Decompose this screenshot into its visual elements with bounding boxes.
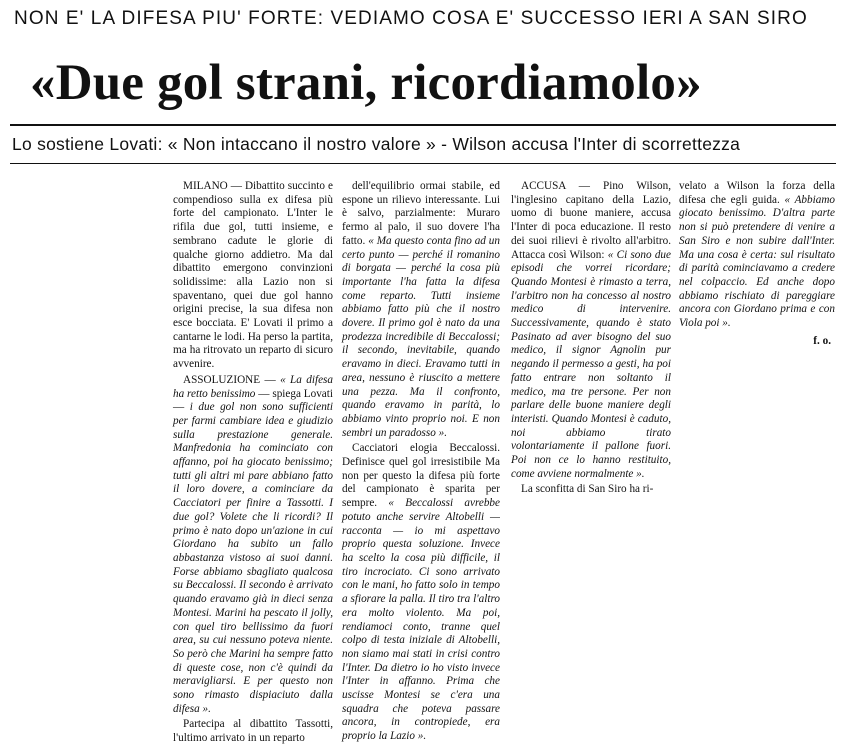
article-column-1 [173,180,333,746]
subheadline: Lo sostiene Lovati: « Non intaccano il nostro valore » - Wilson accusa l'Inter di scorrettezza [12,134,741,154]
text: Cacciatori elogia Beccalossi. Definisce quel gol irresistibile Ma non per questo la difesa più forte del campionato è sparita per sempre. [342,442,500,510]
paragraph [342,442,500,743]
main-headline: «Due gol strani, ricordiamolo» [30,55,702,111]
article-column-4 [679,180,835,348]
paragraph: La sconfitta di San Siro ha ri- [521,483,654,496]
paragraph: Partecipa al dibattito Tassotti, l'ultimo arrivato in un reparto [173,718,333,745]
quote: « Abbiamo giocato benissimo. D'altra parte non si può pretendere di venire a San Siro e non subire dall'Inter. Ma una cosa è certa: sul risultato di parità cominciavamo a credere nel colpaccio. Ed anche dopo abbiamo rischiato di pareggiare ancora con Giordano prima e con Viola poi ». [679,193,835,330]
paragraph [679,180,835,331]
article-column-2 [342,180,500,744]
top-rule [10,124,836,126]
paragraph [173,374,333,717]
article-column-3 [511,180,671,497]
paragraph: MILANO — Dibattito succinto e compendioso sulla ex difesa più forte del campionato. L'Inter le rifila due gol, tutti insieme, e sembrano cadute le glorie di qualche giorno addietro. Ma dal dibattito emergono convinzioni solidissime: alla Lazio non si spaventano, quei due gol hanno origini precise, la sua difesa non esce bocciata. E' Lovati il primo a cantarne le lodi. Ha perso la partita, ma ha ritrovato un reparto di sicuro avvenire. [173,180,333,371]
quote: « La difesa ha retto benissimo [173,373,333,400]
text: dell'equilibrio ormai stabile, ed espone un rilievo interessante. Lui è salvo, parzialmente: Muraro fermo al palo, il suo dovere l'ha fatto. [342,180,500,247]
paragraph [342,180,500,440]
quote: i due gol non sono sufficienti per farmi cambiare idea e giudizio sulla prestazione generale. Manfredonia ha cominciato con affanno, poi ha giocato benissimo; tutti gli altri mi pare abbiano fatto il loro dovere, a cominciare da Cacciatori per finire a Tassotti. I due gol? Volete che li ricordi? Il primo è nato dopo un'azione in cui Giordano ha subito un fallo abbastanza vistoso ai suoi danni. Forse abbiamo sbagliato qualcosa su Beccalossi. Il secondo è arrivato quando eravamo già in dieci senza Montesi. Marini ha pescato il jolly, con quel tiro bellissimo da fuori area, su cui nessuno poteva niente. So però che Marini ha sempre fatto di queste cose, non c'è quindi da meravigliarsi. E per questo non sono rimasto dispiaciuto dalla difesa ». [173,401,333,715]
attribution: — spiega Lovati — [173,387,333,414]
quote: « Beccalossi avrebbe potuto anche servire Altobelli — racconta — io mi aspettavo proprio questa soluzione. Invece ha scelto la cosa più difficile, il tiro incrociato. Ci sono arrivato con le mani, ho fatto solo in tempo a sfiorare la palla. Il tiro tra l'altro era molto violento. Ma poi, rendiamoci conto, tranne quel colpo di testa iniziale di Altobelli, non siamo mai stati in crisi contro l'Inter. Da dietro io ho visto invece l'Inter in affanno. Prima che uscisse Montesi se c'era una squadra che poteva passare ancora, in contropiede, era proprio la Lazio ». [342,497,500,743]
kicker-headline: NON E' LA DIFESA PIU' FORTE: VEDIAMO COSA E' SUCCESSO IERI A SAN SIRO [14,8,808,29]
text: ACCUSA — Pino Wilson, l'inglesino capitano della Lazio, uomo di buone maniere, accusa l'Inter di poca educazione. Il resto dei suoi rilievi è rivolto all'arbitro. Attacca così Wilson: [511,180,671,261]
quote: « Ma questo conta fino ad un certo punto — perché il romanino di borgata — perché la cosa più importante l'ha fatta la difesa come reparto. Tutti insieme abbiamo fatto più che il nostro dovere. Il primo gol è nato da una prodezza incredibile di Beccalossi; il secondo, inevitabile, quando eravamo in dieci. Eravamo tutti in area, nessuno è riuscito a mettere una pezza. Ma il confronto, quando eravamo in parità, lo abbiamo vinto proprio noi. E non sembri un paradosso ». [342,234,500,439]
paragraph [511,180,671,481]
author-signature: f. o. [813,334,831,347]
section-lead: ASSOLUZIONE — [183,373,281,386]
quote: « Ci sono due episodi che vorrei ricordare; Quando Montesi è rimasto a terra, l'arbitro non ha concesso al nostro medico di intervenire. Successivamente, quando è stato Pasinato ad aver bisogno del suo medico, il signor Agnolin pur negando il permesso a gesti, ha poi fatto entrare non soltanto il medico, ma tre persone. Per non parlare delle buone maniere degli interisti. Quando Montesi è caduto, noi abbiamo tirato volontariamente il pallone fuori. Poi non ce lo hanno restituito, come avviene normalmente ». [511,248,671,480]
bottom-rule [10,163,836,164]
text: velato a Wilson la forza della difesa che egli guida. [679,180,835,206]
